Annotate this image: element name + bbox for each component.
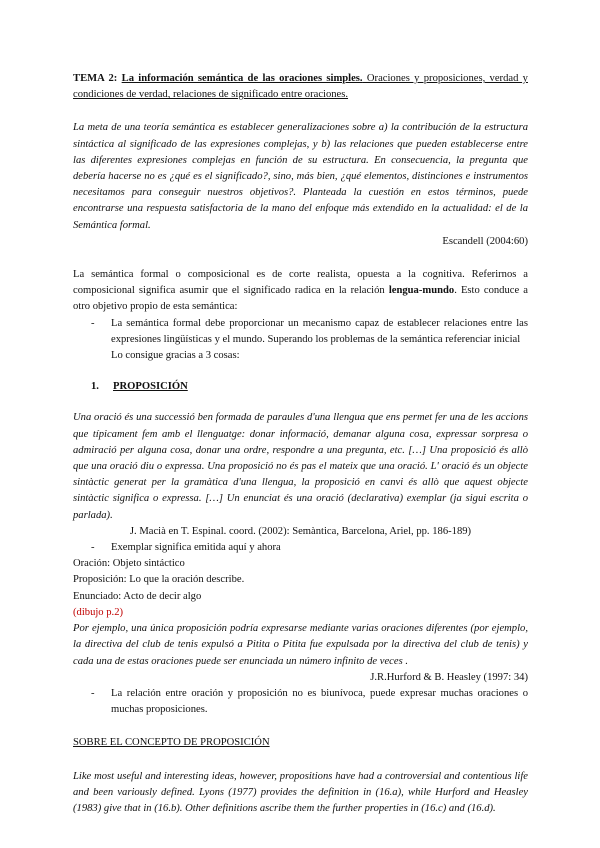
topic-label: TEMA 2:	[73, 73, 122, 84]
citation-hurford: J.R.Hurford & B. Heasley (1997: 34)	[370, 671, 528, 683]
quote-escandell: La meta de una teoría semántica es establecer generalizaciones sobre a) la contribución de la estructura sintáctica al significado de las expresiones complejas, y b) las relaciones que pueden establecerse entre las diferentes expresiones complejas en función de su estructura. En consecuencia, la pregunta que debería hacerse no es ¿qué es el significado?, sino, más bien, ¿qué elementos, distinciones e instrumentos necesitamos para conseguir nuestros objetivos?. Planteada la cuestión en estos términos, puede encontrarse una respuesta satisfactoria de la mano del enfoque más extendido en la actualidad: el de la Semántica formal.	[73, 122, 528, 231]
intro-paragraph	[73, 267, 528, 316]
intro-text-end: . Esto conduce a otro objetivo propio de esta semántica:	[73, 285, 528, 313]
bullet-dash: -	[91, 542, 95, 554]
definition-proposicion: Proposición: Lo que la oración describe.	[73, 574, 245, 586]
topic-subtitle: Oraciones y proposiciones, verdad y condiciones de verdad, relaciones de significado entre oraciones.	[73, 73, 528, 101]
document-body	[73, 71, 528, 817]
bullet-dash: -	[91, 317, 95, 329]
intro-bold-term: lengua-mundo	[388, 285, 455, 297]
bullet-exemplar	[73, 540, 528, 556]
citation-escandell: Escandell (2004:60)	[442, 235, 528, 247]
bullet-text: La relación entre oración y proposición no es biunívoca, puede expresar muchas oraciones o muchas proposiciones.	[111, 687, 528, 716]
bullet-followup: Lo consigue gracias a 3 cosas:	[111, 350, 240, 362]
section-heading-concepto: SOBRE EL CONCEPTO DE PROPOSICIÓN	[73, 737, 270, 749]
definition-enunciado: Enunciado: Acto de decir algo	[73, 590, 202, 602]
bullet-semantica-formal	[73, 316, 528, 348]
topic-title: La información semántica de las oraciones simples.	[121, 73, 363, 84]
bullet-text: La semántica formal debe proporcionar un mecanismo capaz de establecer relaciones entre las expresiones lingüísticas y el mundo. Superando los problemas de la semántica referenciar inicial	[111, 317, 528, 345]
section-title: PROPOSICIÓN	[113, 381, 188, 393]
definition-oracion: Oración: Objeto sintáctico	[73, 558, 185, 570]
section-number: 1.	[91, 381, 99, 393]
bullet-text: Exemplar significa emitida aquí y ahora	[111, 542, 281, 554]
drawing-note: (dibujo p.2)	[73, 606, 124, 618]
quote-hurford: Por ejemplo, una única proposición podría expresarse mediante varias oraciones diferentes (por ejemplo, la directiva del club de tenis expulsó a Pitita o Pitita fue expulsada por la directiva del club de tenis) y cada una de estas oraciones puede ser enunciada un número infinito de veces .	[73, 623, 528, 667]
quote-lyons: Like most useful and interesting ideas, however, propositions have had a controversial and contentious life and been variously defined. Lyons (1977) provides the definition in (16.a), while Hurford and Heasley (1983) give that in (16.b). Other definitions ascribe them the further properties in (16.c) and (16.d).	[73, 770, 528, 814]
section-heading-proposicion	[91, 379, 528, 395]
quote-macia: Una oració és una successió ben formada de paraules d'una llengua que ens permet fer una de les accions que típicament fem amb el llenguatge: donar informació, demanar alguna cosa, expressar sorpresa o admiració per alguna cosa, donar una ordre, respondre a una pregunta, etc. […] Una proposició és allò que una oració diu o expressa. Una proposició no és pas el mateix que una oració. L' oració és un objecte sintàctic generat per la gramàtica d'una llengua, la proposició en canvi és allò que aquest objecte sintàctic significa o expressa. […] Un enunciat és una oració (declarativa) exemplar (ja sigui escrita o parlada).	[73, 412, 528, 521]
citation-macia: J. Macià en T. Espinal. coord. (2002): Semàntica, Barcelona, Ariel, pp. 186-189)	[129, 525, 472, 537]
bullet-dash: -	[91, 687, 95, 699]
bullet-biunivoca	[73, 686, 528, 718]
intro-text-start: La semántica formal o composicional es de corte realista, opuesta a la cognitiva. Referirnos a composicional significa asumir que el significado radica en la relación	[73, 269, 528, 297]
topic-heading	[73, 71, 528, 103]
